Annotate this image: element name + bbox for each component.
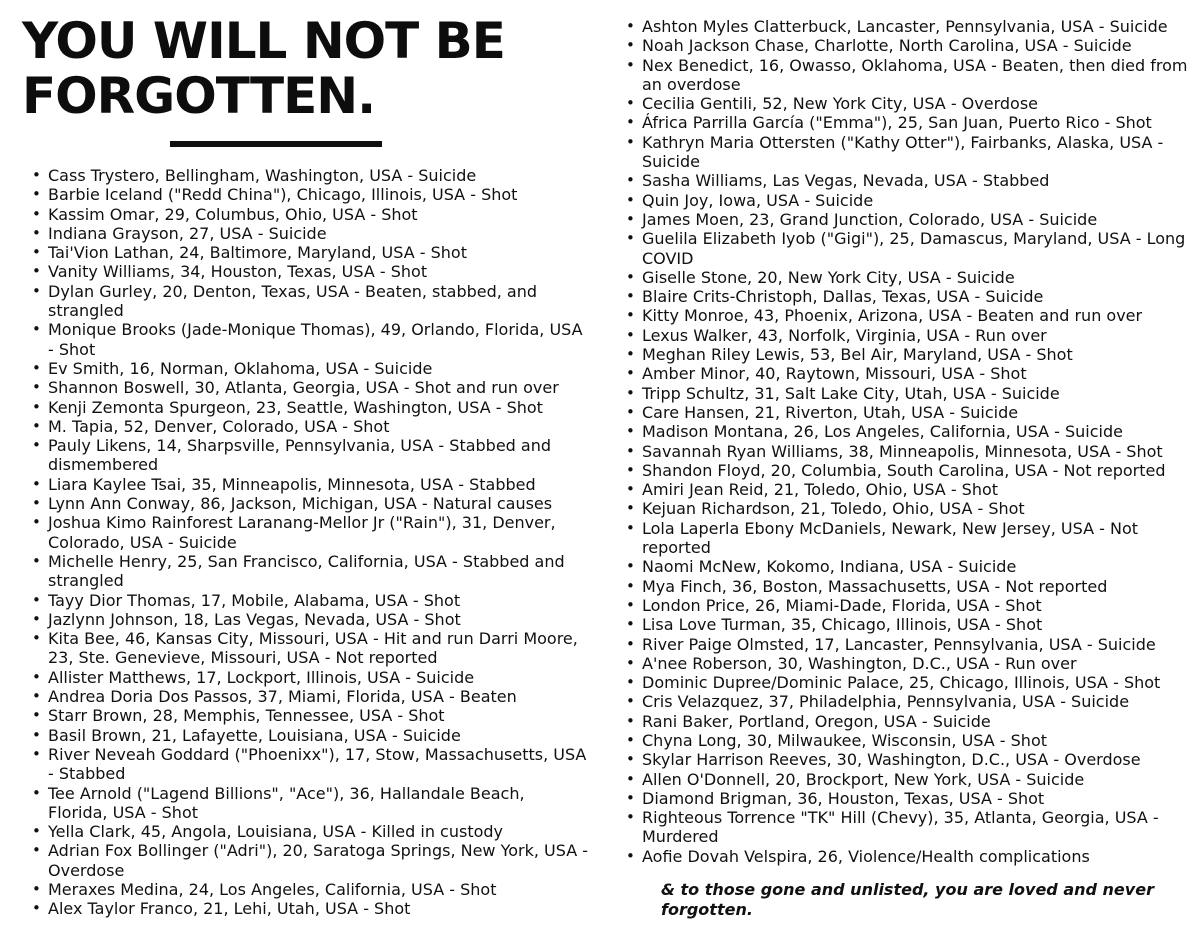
list-item: • Quin Joy, Iowa, USA - Suicide	[626, 191, 1192, 210]
list-item: • Indiana Grayson, 27, USA - Suicide	[32, 224, 588, 243]
list-item: • Kassim Omar, 29, Columbus, Ohio, USA - Shot	[32, 205, 588, 224]
closing-message: & to those gone and unlisted, you are loved and never forgotten.	[661, 880, 1154, 919]
list-item: • Basil Brown, 21, Lafayette, Louisiana, USA - Suicide	[32, 726, 588, 745]
list-item: • Savannah Ryan Williams, 38, Minneapolis, Minnesota, USA - Shot	[626, 442, 1192, 461]
list-item: • River Neveah Goddard ("Phoenixx"), 17, Stow, Massachusetts, USA - Stabbed	[32, 745, 588, 784]
list-item: • Liara Kaylee Tsai, 35, Minneapolis, Minnesota, USA - Stabbed	[32, 475, 588, 494]
list-item: • Allen O'Donnell, 20, Brockport, New York, USA - Suicide	[626, 770, 1192, 789]
list-item: • Nex Benedict, 16, Owasso, Oklahoma, USA - Beaten, then died from an overdose	[626, 56, 1192, 95]
list-item: • Shannon Boswell, 30, Atlanta, Georgia, USA - Shot and run over	[32, 378, 588, 397]
list-item: • Righteous Torrence "TK" Hill (Chevy), 35, Atlanta, Georgia, USA - Murdered	[626, 808, 1192, 847]
list-item: • Cris Velazquez, 37, Philadelphia, Pennsylvania, USA - Suicide	[626, 692, 1192, 711]
list-item: • James Moen, 23, Grand Junction, Colorado, USA - Suicide	[626, 210, 1192, 229]
list-item: • Shandon Floyd, 20, Columbia, South Carolina, USA - Not reported	[626, 461, 1192, 480]
list-item: • Michelle Henry, 25, San Francisco, California, USA - Stabbed and strangled	[32, 552, 588, 591]
page-title-line-1: YOU WILL NOT BE	[22, 12, 505, 70]
list-item: • Mya Finch, 36, Boston, Massachusetts, USA - Not reported	[626, 577, 1192, 596]
list-item: • Andrea Doria Dos Passos, 37, Miami, Florida, USA - Beaten	[32, 687, 588, 706]
list-item: • Kita Bee, 46, Kansas City, Missouri, USA - Hit and run Darri Moore, 23, Ste. Genevieve, Missouri, USA - Not reported	[32, 629, 588, 668]
list-item: • Alex Taylor Franco, 21, Lehi, Utah, USA - Shot	[32, 899, 588, 918]
memorial-list-left	[32, 166, 588, 919]
memorial-list-right	[626, 17, 1192, 866]
list-item: • Lisa Love Turman, 35, Chicago, Illinois, USA - Shot	[626, 615, 1192, 634]
list-item: • Monique Brooks (Jade-Monique Thomas), 49, Orlando, Florida, USA - Shot	[32, 320, 588, 359]
list-item: • Meghan Riley Lewis, 53, Bel Air, Maryland, USA - Shot	[626, 345, 1192, 364]
list-item: • Dylan Gurley, 20, Denton, Texas, USA - Beaten, stabbed, and strangled	[32, 282, 588, 321]
list-item: • Blaire Crits-Christoph, Dallas, Texas, USA - Suicide	[626, 287, 1192, 306]
list-item: • Barbie Iceland ("Redd China"), Chicago, Illinois, USA - Shot	[32, 185, 588, 204]
list-item: • Madison Montana, 26, Los Angeles, California, USA - Suicide	[626, 422, 1192, 441]
list-item: • Starr Brown, 28, Memphis, Tennessee, USA - Shot	[32, 706, 588, 725]
list-item: • M. Tapia, 52, Denver, Colorado, USA - Shot	[32, 417, 588, 436]
list-item: • Guelila Elizabeth Iyob ("Gigi"), 25, Damascus, Maryland, USA - Long COVID	[626, 229, 1192, 268]
list-item: • Giselle Stone, 20, New York City, USA - Suicide	[626, 268, 1192, 287]
list-item: • Vanity Williams, 34, Houston, Texas, USA - Shot	[32, 262, 588, 281]
title-divider	[170, 141, 382, 147]
list-item: • Skylar Harrison Reeves, 30, Washington, D.C., USA - Overdose	[626, 750, 1192, 769]
page-title-line-2: FORGOTTEN.	[22, 67, 376, 125]
page-title	[22, 14, 582, 124]
list-item: • Ev Smith, 16, Norman, Oklahoma, USA - Suicide	[32, 359, 588, 378]
list-item: • Ashton Myles Clatterbuck, Lancaster, Pennsylvania, USA - Suicide	[626, 17, 1192, 36]
list-item: • Tayy Dior Thomas, 17, Mobile, Alabama, USA - Shot	[32, 591, 588, 610]
list-item: • Care Hansen, 21, Riverton, Utah, USA - Suicide	[626, 403, 1192, 422]
list-item: • Rani Baker, Portland, Oregon, USA - Suicide	[626, 712, 1192, 731]
list-item: • Cass Trystero, Bellingham, Washington, USA - Suicide	[32, 166, 588, 185]
list-item: • Kenji Zemonta Spurgeon, 23, Seattle, Washington, USA - Shot	[32, 398, 588, 417]
list-item: • Amiri Jean Reid, 21, Toledo, Ohio, USA - Shot	[626, 480, 1192, 499]
list-item: • Kitty Monroe, 43, Phoenix, Arizona, USA - Beaten and run over	[626, 306, 1192, 325]
list-item: • África Parrilla García ("Emma"), 25, San Juan, Puerto Rico - Shot	[626, 113, 1192, 132]
list-item: • Sasha Williams, Las Vegas, Nevada, USA - Stabbed	[626, 171, 1192, 190]
list-item: • Tai'Vion Lathan, 24, Baltimore, Maryland, USA - Shot	[32, 243, 588, 262]
list-item: • London Price, 26, Miami-Dade, Florida, USA - Shot	[626, 596, 1192, 615]
list-item: • Kejuan Richardson, 21, Toledo, Ohio, USA - Shot	[626, 499, 1192, 518]
list-item: • Tee Arnold ("Lagend Billions", "Ace"), 36, Hallandale Beach, Florida, USA - Shot	[32, 784, 588, 823]
list-item: • Aofie Dovah Velspira, 26, Violence/Health complications	[626, 847, 1192, 866]
list-item: • River Paige Olmsted, 17, Lancaster, Pennsylvania, USA - Suicide	[626, 635, 1192, 654]
list-item: • Lexus Walker, 43, Norfolk, Virginia, USA - Run over	[626, 326, 1192, 345]
list-item: • Allister Matthews, 17, Lockport, Illinois, USA - Suicide	[32, 668, 588, 687]
list-item: • Yella Clark, 45, Angola, Louisiana, USA - Killed in custody	[32, 822, 588, 841]
list-item: • Kathryn Maria Ottersten ("Kathy Otter"), Fairbanks, Alaska, USA - Suicide	[626, 133, 1192, 172]
list-item: • Joshua Kimo Rainforest Laranang-Mellor Jr ("Rain"), 31, Denver, Colorado, USA - Suicide	[32, 513, 588, 552]
list-item: • Tripp Schultz, 31, Salt Lake City, Utah, USA - Suicide	[626, 384, 1192, 403]
list-item: • Dominic Dupree/Dominic Palace, 25, Chicago, Illinois, USA - Shot	[626, 673, 1192, 692]
list-item: • Cecilia Gentili, 52, New York City, USA - Overdose	[626, 94, 1192, 113]
list-item: • Jazlynn Johnson, 18, Las Vegas, Nevada, USA - Shot	[32, 610, 588, 629]
list-item: • Amber Minor, 40, Raytown, Missouri, USA - Shot	[626, 364, 1192, 383]
list-item: • Lynn Ann Conway, 86, Jackson, Michigan, USA - Natural causes	[32, 494, 588, 513]
list-item: • Noah Jackson Chase, Charlotte, North Carolina, USA - Suicide	[626, 36, 1192, 55]
list-item: • Meraxes Medina, 24, Los Angeles, California, USA - Shot	[32, 880, 588, 899]
list-item: • A'nee Roberson, 30, Washington, D.C., USA - Run over	[626, 654, 1192, 673]
list-item: • Lola Laperla Ebony McDaniels, Newark, New Jersey, USA - Not reported	[626, 519, 1192, 558]
list-item: • Naomi McNew, Kokomo, Indiana, USA - Suicide	[626, 557, 1192, 576]
list-item: • Diamond Brigman, 36, Houston, Texas, USA - Shot	[626, 789, 1192, 808]
list-item: • Pauly Likens, 14, Sharpsville, Pennsylvania, USA - Stabbed and dismembered	[32, 436, 588, 475]
list-item: • Chyna Long, 30, Milwaukee, Wisconsin, USA - Shot	[626, 731, 1192, 750]
list-item: • Adrian Fox Bollinger ("Adri"), 20, Saratoga Springs, New York, USA - Overdose	[32, 841, 588, 880]
